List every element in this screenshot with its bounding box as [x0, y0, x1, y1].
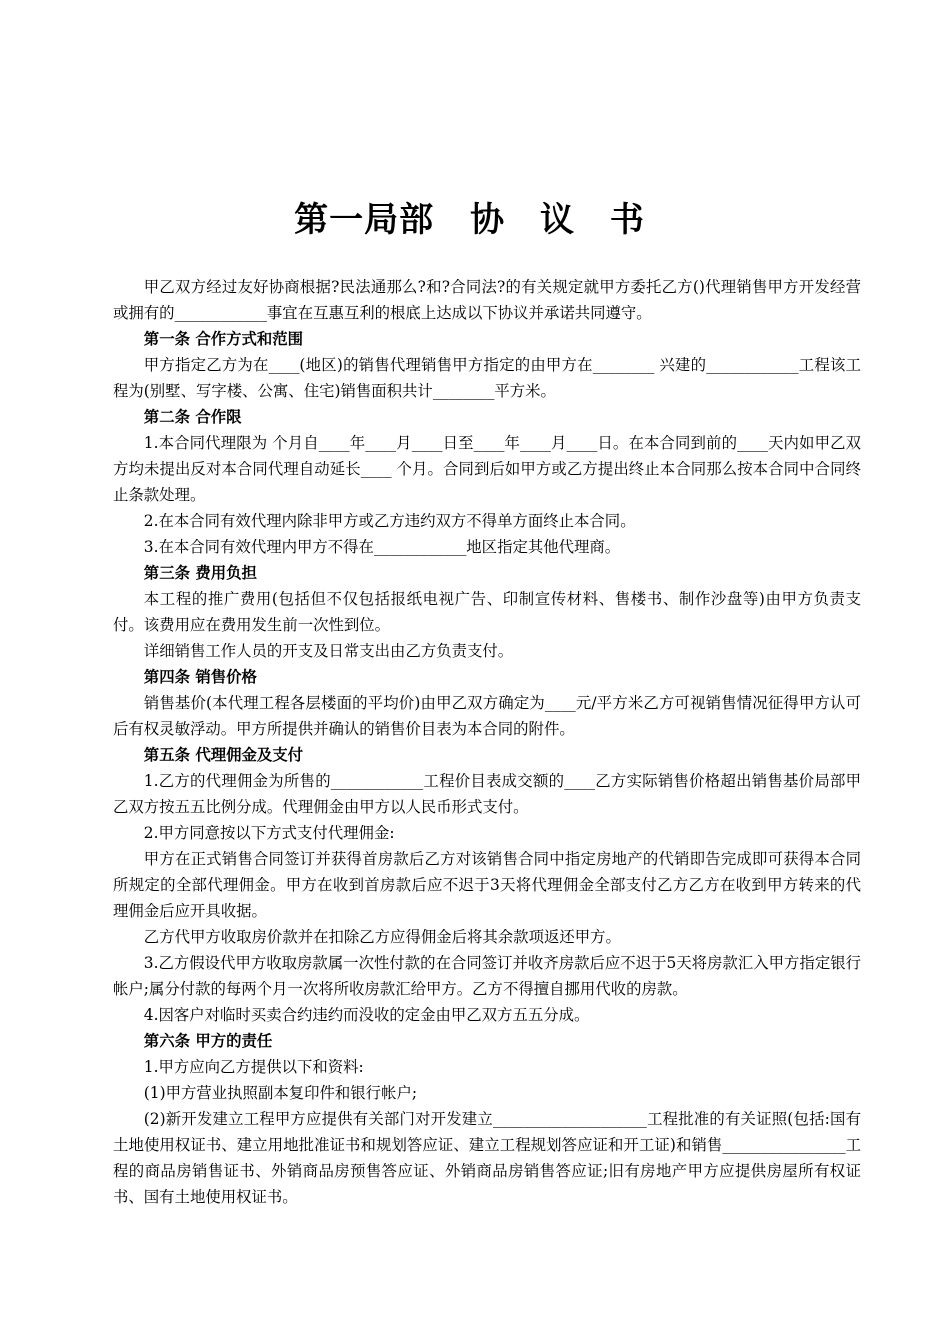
section-heading: 第四条 销售价格	[143, 668, 257, 686]
title-name: 协 议 书	[470, 200, 656, 240]
paragraph: 甲方在正式销售合同签订并获得首房款后乙方对该销售合同中指定房地产的代销即告完成即可获得本合同所规定的全部代理佣金。甲方在收到首房款后应不迟于3天将代理佣金全部支付乙方乙方在收到甲方转来的代理佣金后应开具收据。	[113, 850, 861, 920]
document-title	[0, 192, 950, 241]
paragraph: 4.因客户对临时买卖合约违约而没收的定金由甲乙双方五五分成。	[143, 1006, 590, 1024]
paragraph: 3.乙方假设代甲方收取房款属一次性付款的在合同签订并收齐房款后应不迟于5天将房款汇入甲方指定银行帐户;属分付款的每两个月一次将所收房款汇给甲方。乙方不得擅自挪用代收的房款。	[113, 954, 861, 998]
paragraph: 销售基价(本代理工程各层楼面的平均价)由甲乙双方确定为____元/平方米乙方可视销售情况征得甲方认可后有权灵敏浮动。甲方所提供并确认的销售价目表为本合同的附件。	[113, 694, 861, 738]
paragraph: 乙方代甲方收取房价款并在扣除乙方应得佣金后将其余款项返还甲方。	[143, 928, 621, 946]
paragraph: 3.在本合同有效代理内甲方不得在____________地区指定其他代理商。	[143, 538, 621, 556]
paragraph: 本工程的推广费用(包括但不仅包括报纸电视广告、印制宣传材料、售楼书、制作沙盘等)由甲方负责支付。该费用应在费用发生前一次性到位。	[113, 590, 861, 634]
section-heading: 第一条 合作方式和范围	[143, 330, 304, 348]
intro-paragraph: 甲乙双方经过友好协商根据?民法通那么?和?合同法?的有关规定就甲方委托乙方()代理销售甲方开发经营或拥有的____________事宜在互惠互利的根底上达成以下协议并承诺共同遵守。	[113, 278, 861, 322]
paragraph: (1)甲方营业执照副本复印件和银行帐户;	[143, 1084, 418, 1102]
paragraph: 2.在本合同有效代理内除非甲方或乙方违约双方不得单方面终止本合同。	[143, 512, 636, 530]
paragraph: 1.乙方的代理佣金为所售的____________工程价目表成交额的____乙方实际销售价格超出销售基价局部甲乙双方按五五比例分成。代理佣金由甲方以人民币形式支付。	[113, 772, 861, 816]
section-heading: 第六条 甲方的责任	[143, 1032, 273, 1050]
section-heading: 第三条 费用负担	[143, 564, 257, 582]
paragraph: 甲方指定乙方为在____(地区)的销售代理销售甲方指定的由甲方在________ 兴建的____________工程该工程为(别墅、写字楼、公寓、住宅)销售面积共计________平方米。	[113, 356, 861, 400]
paragraph: 1.甲方应向乙方提供以下和资料:	[143, 1058, 364, 1076]
document-body	[113, 274, 861, 1210]
section-heading: 第五条 代理佣金及支付	[143, 746, 304, 764]
paragraph: 1.本合同代理限为 个月自____年____月____日至____年____月____日。在本合同到前的____天内如甲乙双方均未提出反对本合同代理自动延长____ 个月。合同到后如甲方或乙方提出终止本合同那么按本合同中合同终止条款处理。	[113, 434, 861, 504]
paragraph: (2)新开发建立工程甲方应提供有关部门对开发建立____________________工程批准的有关证照(包括:国有土地使用权证书、建立用地批准证书和规划答应证、建立工程规划答应证和开工证)和销售________________工程的商品房销售证书、外销商品房预售答应证、外销商品房销售答应证;旧有房地产甲方应提供房屋所有权证书、国有土地使用权证书。	[113, 1110, 861, 1206]
paragraph: 2.甲方同意按以下方式支付代理佣金:	[143, 824, 395, 842]
title-part: 第一局部	[294, 200, 435, 240]
section-heading: 第二条 合作限	[143, 408, 242, 426]
paragraph: 详细销售工作人员的开支及日常支出由乙方负责支付。	[143, 642, 514, 660]
